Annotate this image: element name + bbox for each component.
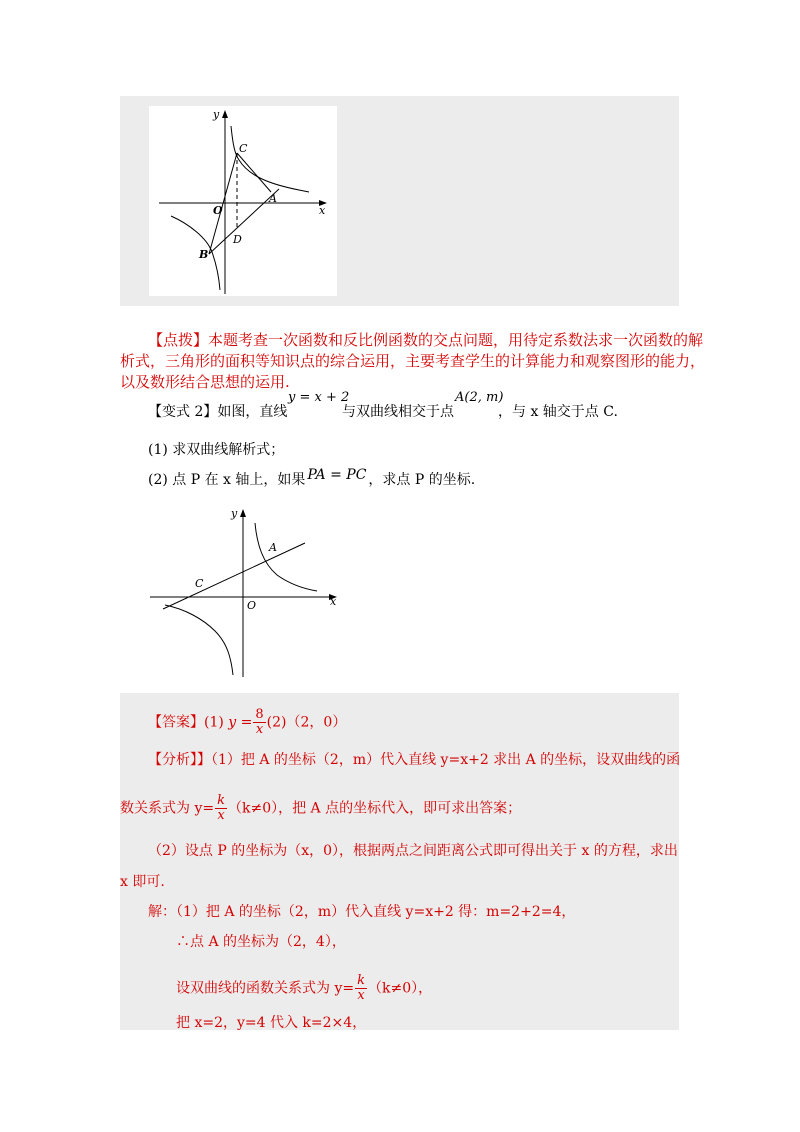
figure1-box (149, 106, 337, 296)
analysis-line3: （2）设点 P 的坐标为（x，0），根据两点之间距离公式即可得出关于 x 的方程，求出 (148, 843, 678, 859)
solution-text3a: 设双曲线的函数关系式为 y= (176, 980, 355, 997)
solution-line1: 解：（1）把 A 的坐标（2，m）代入直线 y=x+2 得：m=2+2=4， (148, 904, 576, 920)
solution-line2: ∴点 A 的坐标为（2，4）， (176, 934, 346, 950)
dianbo-text1: 本题考查一次函数和反比例函数的交点问题，用待定系数法求一次函数的解 (208, 331, 704, 349)
dianbo-line2: 析式，三角形的面积等知识点的综合运用，主要考查学生的计算能力和观察图形的能力， (120, 352, 706, 370)
solution-k: k (357, 973, 365, 988)
answer-part1: (1) (204, 714, 224, 731)
solution-text3b: （k≠0）， (367, 980, 433, 997)
label-y: y (231, 507, 238, 520)
question-2 (148, 467, 476, 490)
solution-x: x (357, 988, 365, 1003)
answer-y-eq: y = (228, 714, 253, 731)
question-2-a: (2) 点 P 在 x 轴上，如果 (148, 472, 306, 488)
y-arrow (222, 110, 228, 118)
answer-line (148, 708, 346, 737)
label-x: x (319, 204, 326, 217)
analysis-text2b: （k≠0），把 A 点的坐标代入，即可求出答案； (227, 800, 522, 817)
label-O: O (213, 204, 223, 217)
dianbo-line3: 以及数形结合思想的运用. (120, 373, 290, 391)
variant-text-c: ，与 x 轴交于点 C. (498, 404, 618, 420)
variant-point-a: A(2, m) (455, 390, 504, 405)
variant-line (148, 402, 287, 422)
hyperbola-branch-2 (165, 605, 233, 675)
label-B: B (199, 248, 209, 261)
answer-bracket: 【答案】 (148, 714, 204, 731)
question-2-b: ，求点 P 的坐标. (368, 472, 476, 488)
label-A: A (269, 192, 277, 205)
figure1-graph (149, 106, 337, 296)
solution-fraction (355, 974, 367, 1003)
label-C: C (195, 577, 204, 590)
dianbo-bracket: 【点拨】 (148, 331, 209, 349)
line-y-eq-x-plus-2 (163, 543, 305, 609)
analysis-line4: x 即可. (120, 874, 165, 890)
dianbo-line1 (148, 330, 703, 350)
variant-text-b: 与双曲线相交于点 (342, 404, 454, 420)
hyperbola-branch-2 (171, 216, 220, 290)
analysis-bracket: 【分析】】 (148, 752, 211, 768)
figure2-graph (145, 505, 345, 680)
hyperbola-branch-1 (255, 523, 317, 591)
solution-line4: 把 x=2，y=4 代入 k=2×4， (176, 1015, 367, 1031)
y-arrow (240, 509, 246, 517)
question-2-eq: PA = PC (307, 467, 367, 483)
variant-eq-line: y = x + 2 (288, 390, 350, 405)
label-x: x (330, 595, 337, 608)
answer-denominator: x (255, 722, 264, 737)
line-CA (237, 153, 271, 192)
answer-numerator: 8 (255, 707, 264, 722)
label-C: C (239, 142, 248, 155)
analysis-line1 (148, 750, 680, 770)
analysis-k: k (217, 793, 225, 808)
analysis-line2 (120, 794, 521, 823)
label-D: D (233, 233, 242, 246)
analysis-fraction (215, 794, 227, 823)
figure1-panel (120, 96, 679, 306)
analysis-text2a: 数关系式为 y= (120, 800, 215, 817)
answer-part2: (2)（2，0） (266, 714, 347, 731)
solution-line3 (176, 974, 432, 1003)
analysis-text1: （1）把 A 的坐标（2，m）代入直线 y=x+2 求出 A 的坐标，设双曲线的函 (211, 752, 681, 768)
variant-text-a: 如图，直线 (217, 404, 288, 420)
label-O: O (247, 599, 257, 612)
answer-fraction (253, 708, 265, 737)
question-1: (1) 求双曲线解析式； (148, 442, 285, 458)
label-A: A (269, 541, 277, 554)
analysis-x: x (217, 808, 225, 823)
label-y: y (213, 108, 220, 121)
variant-bracket: 【变式 2】 (148, 404, 218, 420)
